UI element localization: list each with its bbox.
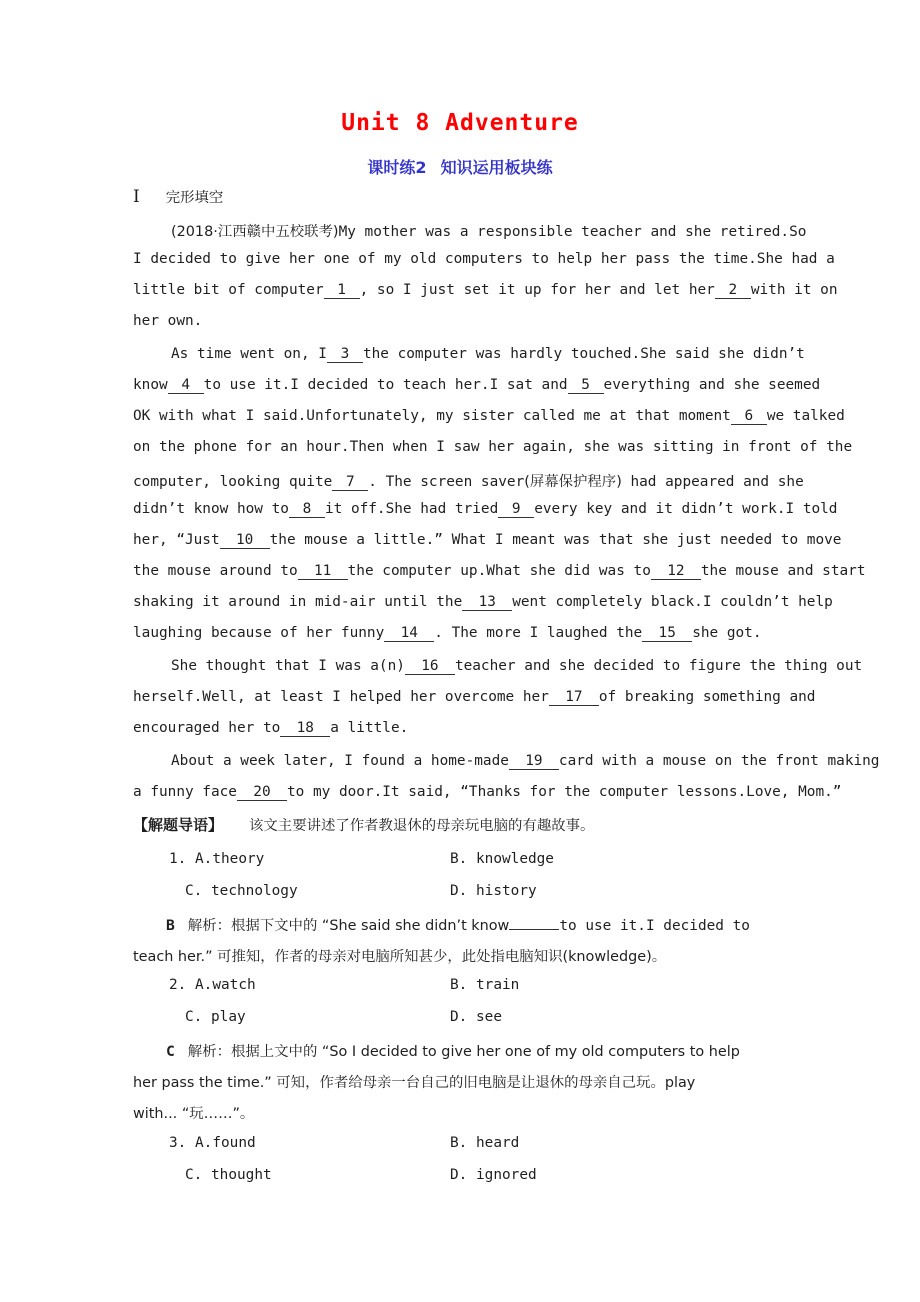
option-key-b: B.	[450, 977, 468, 993]
option-d[interactable]	[450, 1167, 537, 1183]
passage-text: shaking it around in mid-air until the	[133, 594, 463, 610]
passage-text: My mother was a responsible teacher and she retired.So	[338, 224, 807, 240]
passage-line	[171, 753, 879, 770]
option-text-d: see	[476, 1009, 502, 1025]
option-d[interactable]	[450, 1009, 502, 1025]
blank-20: 20	[237, 785, 287, 801]
option-text-c: thought	[211, 1167, 272, 1183]
option-key-d: D.	[450, 883, 468, 899]
passage-line	[133, 501, 837, 518]
passage-text: She thought that I was a(n)	[171, 658, 405, 674]
option-text-c: play	[211, 1009, 246, 1025]
passage-gloss: (屏幕保护程序)	[524, 474, 622, 490]
analysis-line	[166, 1040, 740, 1061]
analysis-text: 根据上文中的 “So I decided to give her one of my old computers to help	[230, 1044, 740, 1060]
passage-line	[133, 689, 815, 706]
option-text-a: watch	[212, 977, 256, 993]
blank-18: 18	[280, 721, 330, 737]
question-number	[169, 977, 256, 993]
option-text-a: found	[212, 1135, 256, 1151]
blank-4: 4	[168, 378, 204, 394]
passage-text: About a week later, I found a home-made	[171, 753, 509, 769]
passage-text: the mouse and start	[700, 563, 866, 579]
passage-source: (2018·江西赣中五校联考)	[171, 224, 339, 240]
guide-text: 该文主要讲述了作者教退休的母亲玩电脑的有趣故事。	[249, 818, 595, 834]
option-text-d: ignored	[476, 1167, 537, 1183]
analysis-line	[166, 914, 750, 935]
option-key-c: C.	[185, 1009, 203, 1025]
answer-letter: C	[166, 1043, 175, 1060]
analysis-text: her pass the time.” 可知，作者给母亲一台自己的旧电脑是让退休的母亲自己玩。play	[133, 1075, 696, 1091]
passage-line	[133, 439, 852, 455]
option-key-a: A.	[195, 851, 213, 867]
analysis-line	[133, 945, 666, 966]
option-d[interactable]	[450, 883, 537, 899]
passage-text: teacher and she decided to figure the thing out	[454, 658, 863, 674]
passage-line	[133, 313, 202, 329]
option-text-a: theory	[212, 851, 265, 867]
analysis-label: 解析：	[187, 1044, 231, 1060]
option-text-d: history	[476, 883, 537, 899]
option-key-b: B.	[450, 851, 468, 867]
passage-text: , so I just set it up for her and let her	[359, 282, 715, 298]
blank-11: 11	[298, 564, 348, 580]
section-heading	[133, 186, 223, 207]
passage-text: to use it.I decided to teach her.I sat and	[203, 377, 568, 393]
passage-line	[133, 784, 841, 801]
blank-8: 8	[289, 502, 325, 518]
question-number	[169, 1135, 256, 1151]
blank-14: 14	[384, 626, 434, 642]
passage-text: her, “Just	[133, 532, 220, 548]
passage-line	[133, 251, 835, 267]
passage-line	[133, 532, 841, 549]
passage-text: encouraged her to	[133, 720, 281, 736]
option-b[interactable]	[450, 1135, 519, 1151]
option-key-b: B.	[450, 1135, 468, 1151]
passage-line	[171, 658, 862, 675]
passage-text: to my door.It said, “Thanks for the computer lessons.Love, Mom.”	[286, 784, 842, 800]
inline-blank	[509, 929, 559, 930]
option-text-c: technology	[211, 883, 298, 899]
blank-5: 5	[568, 378, 604, 394]
passage-text: every key and it didn’t work.I told	[534, 501, 838, 517]
option-text-b: heard	[476, 1135, 520, 1151]
blank-6: 6	[731, 409, 767, 425]
passage-text: didn’t know how to	[133, 501, 289, 517]
passage-text: laughing because of her funny	[133, 625, 385, 641]
passage-text: of breaking something and	[598, 689, 816, 705]
question-number	[169, 851, 264, 867]
analysis-text: to use it.I decided to	[559, 918, 750, 934]
subtitle-right: 知识运用板块练	[440, 158, 553, 177]
option-key-a: A.	[195, 1135, 213, 1151]
passage-text: card with a mouse on the front making	[558, 753, 880, 769]
blank-12: 12	[651, 564, 701, 580]
blank-2: 2	[715, 283, 751, 299]
guide-label: 【解题导语】	[133, 816, 224, 834]
subtitle-left: 课时练2	[367, 158, 427, 177]
blank-16: 16	[405, 659, 455, 675]
passage-text: a little.	[330, 720, 409, 736]
question-number-text: 3.	[169, 1135, 187, 1151]
option-key-d: D.	[450, 1009, 468, 1025]
passage-text: herself.Well, at least I helped her overcome her	[133, 689, 549, 705]
passage-line	[171, 220, 806, 241]
passage-line	[171, 346, 805, 363]
blank-15: 15	[642, 626, 692, 642]
passage-text: it off.She had tried	[324, 501, 499, 517]
option-c[interactable]	[185, 1009, 246, 1025]
passage-text: I decided to give her one of my old computers to help her pass the time.She had a	[133, 251, 835, 267]
passage-text: . The screen saver	[368, 474, 525, 490]
passage-text: went completely black.I couldn’t help	[512, 594, 833, 610]
option-key-d: D.	[450, 1167, 468, 1183]
passage-line	[133, 377, 820, 394]
option-key-a: A.	[195, 977, 213, 993]
passage-text: had appeared and she	[621, 474, 804, 490]
blank-17: 17	[549, 690, 599, 706]
passage-text: a funny face	[133, 784, 237, 800]
blank-13: 13	[462, 595, 512, 611]
section-roman: Ⅰ	[133, 187, 140, 206]
passage-text: she got.	[692, 625, 762, 641]
passage-line	[133, 563, 866, 580]
question-number-text: 1.	[169, 851, 187, 867]
analysis-text: with... “玩……”。	[133, 1106, 255, 1122]
passage-text: the computer was hardly touched.She said she didn’t	[362, 346, 805, 362]
option-key-c: C.	[185, 1167, 203, 1183]
option-text-b: train	[476, 977, 520, 993]
page-title: Unit 8 Adventure	[341, 110, 579, 136]
blank-19: 19	[509, 754, 559, 770]
passage-text: know	[133, 377, 168, 393]
option-key-c: C.	[185, 883, 203, 899]
option-c[interactable]	[185, 883, 298, 899]
option-c[interactable]	[185, 1167, 272, 1183]
question-number-text: 2.	[169, 977, 187, 993]
answer-letter: B	[166, 917, 175, 934]
passage-line	[133, 625, 762, 642]
passage-text: her own.	[133, 313, 203, 329]
blank-3: 3	[327, 347, 363, 363]
passage-text: we talked	[766, 408, 845, 424]
analysis-line	[133, 1102, 254, 1123]
passage-text: the mouse around to	[133, 563, 298, 579]
passage-text: the computer up.What she did was to	[347, 563, 651, 579]
blank-9: 9	[498, 502, 534, 518]
section-label: 完形填空	[165, 190, 224, 206]
passage-text: everything and she seemed	[603, 377, 821, 393]
option-b[interactable]	[450, 977, 519, 993]
blank-10: 10	[220, 533, 270, 549]
passage-line	[133, 282, 837, 299]
passage-text: with it on	[750, 282, 838, 298]
passage-text: the mouse a little.” What I meant was that she just needed to move	[269, 532, 842, 548]
option-b[interactable]	[450, 851, 554, 867]
analysis-line	[133, 1071, 695, 1092]
passage-text: As time went on, I	[171, 346, 327, 362]
passage-text: computer, looking quite	[133, 474, 333, 490]
analysis-label: 解析：	[187, 918, 231, 934]
option-text-b: knowledge	[476, 851, 554, 867]
passage-line	[133, 470, 804, 491]
blank-7: 7	[332, 475, 368, 491]
passage-line	[133, 720, 408, 737]
passage-text: . The more I laughed the	[434, 625, 643, 641]
passage-text: little bit of computer	[133, 282, 324, 298]
passage-text: OK with what I said.Unfortunately, my sister called me at that moment	[133, 408, 731, 424]
blank-1: 1	[324, 283, 360, 299]
passage-line	[133, 408, 845, 425]
passage-line	[133, 594, 833, 611]
page-subtitle	[0, 155, 920, 178]
guide-line	[133, 814, 594, 835]
analysis-text: teach her.” 可推知，作者的母亲对电脑所知甚少，此处指电脑知识(knowledge)。	[133, 949, 667, 965]
passage-text: on the phone for an hour.Then when I saw her again, she was sitting in front of the	[133, 439, 853, 455]
analysis-text: 根据下文中的 “She said she didn’t know	[230, 918, 510, 934]
